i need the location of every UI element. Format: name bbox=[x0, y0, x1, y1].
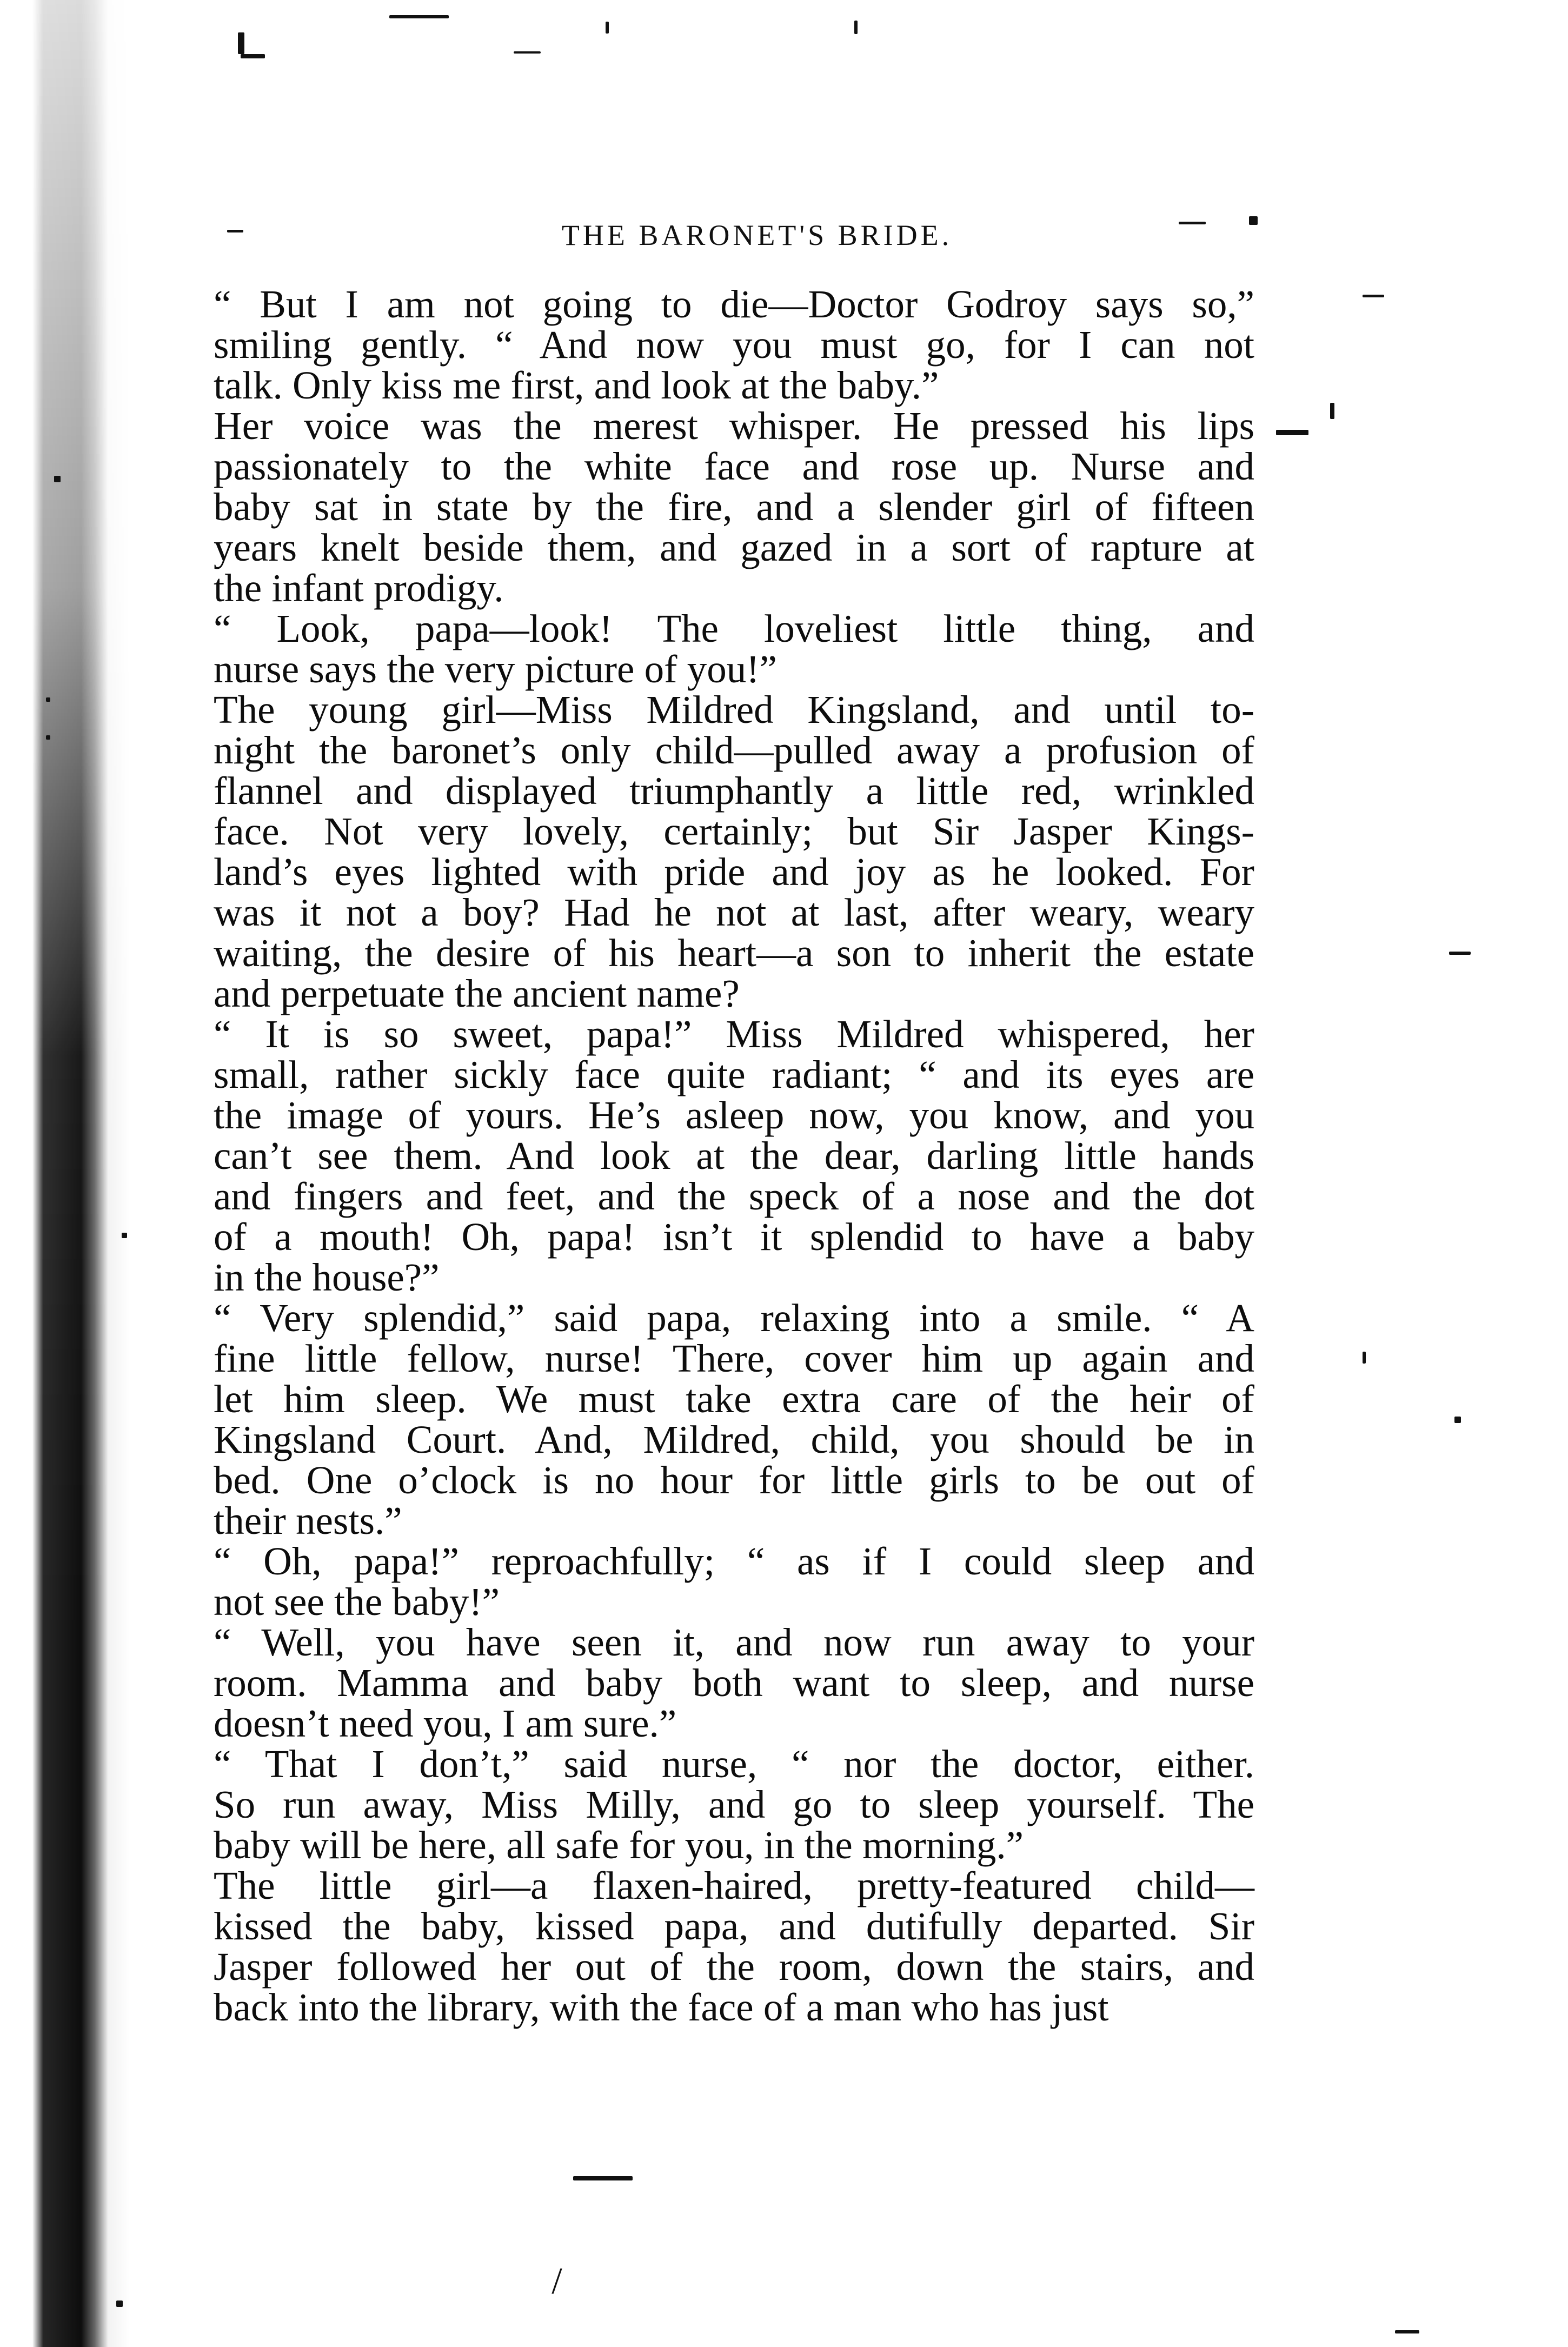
paragraph bbox=[214, 689, 1254, 1014]
text-line: of a mouth! Oh, papa! isn’t it splendid to have a baby bbox=[214, 1215, 1254, 1259]
text-line: room. Mamma and baby both want to sleep, and nurse bbox=[214, 1661, 1254, 1705]
text-line: night the baronet’s only child—pulled away a profusion of bbox=[214, 728, 1254, 772]
scan-speck bbox=[46, 697, 50, 702]
text-line: not see the baby!” bbox=[214, 1580, 500, 1624]
text-line: let him sleep. We must take extra care of the heir of bbox=[214, 1377, 1254, 1421]
scan-speck bbox=[606, 22, 609, 34]
text-line: “ Well, you have seen it, and now run away to your bbox=[214, 1620, 1254, 1664]
scan-speck bbox=[1395, 2330, 1419, 2333]
text-line: nurse says the very picture of you!” bbox=[214, 647, 777, 691]
text-line: and fingers and feet, and the speck of a nose and the dot bbox=[214, 1174, 1254, 1218]
text-line: “ Oh, papa!” reproachfully; “ as if I could sleep and bbox=[214, 1539, 1254, 1583]
text-line: years knelt beside them, and gazed in a sort of rapture at bbox=[214, 526, 1254, 569]
scan-speck bbox=[514, 51, 541, 54]
text-line: the infant prodigy. bbox=[214, 566, 504, 610]
paragraph bbox=[214, 284, 1254, 405]
text-line: Kingsland Court. And, Mildred, child, you should be in bbox=[214, 1418, 1254, 1461]
text-line: “ That I don’t,” said nurse, “ nor the doctor, either. bbox=[214, 1742, 1254, 1786]
scan-speck bbox=[1449, 952, 1471, 955]
folio-mark: / bbox=[552, 2260, 562, 2302]
scan-speck bbox=[46, 735, 50, 740]
text-line: land’s eyes lighted with pride and joy as he looked. For bbox=[214, 850, 1254, 894]
text-line: Her voice was the merest whisper. He pressed his lips bbox=[214, 404, 1254, 448]
page-header bbox=[216, 214, 1298, 273]
text-line: in the house?” bbox=[214, 1255, 440, 1299]
text-line: waiting, the desire of his heart—a son to inherit the estate bbox=[214, 931, 1254, 975]
running-title: THE BARONET'S BRIDE. bbox=[561, 219, 953, 251]
text-line: smiling gently. “ And now you must go, for I can not bbox=[214, 323, 1254, 367]
text-line: face. Not very lovely, certainly; but Sir Jasper Kings- bbox=[214, 809, 1254, 853]
text-line: passionately to the white face and rose up. Nurse and bbox=[214, 444, 1254, 488]
text-line: back into the library, with the face of a man who has just bbox=[214, 1985, 1109, 2029]
scan-speck bbox=[116, 2301, 123, 2307]
paragraph bbox=[214, 1865, 1254, 2027]
paragraph bbox=[214, 1622, 1254, 1744]
scan-speck bbox=[854, 21, 858, 34]
paragraph bbox=[214, 608, 1254, 689]
paragraph bbox=[214, 1541, 1254, 1622]
paragraph bbox=[214, 1014, 1254, 1298]
text-line: and perpetuate the ancient name? bbox=[214, 972, 740, 1015]
paragraph bbox=[214, 1744, 1254, 1865]
text-line: So run away, Miss Milly, and go to sleep yourself. The bbox=[214, 1783, 1254, 1826]
scan-speck bbox=[241, 54, 265, 58]
text-line: “ Very splendid,” said papa, relaxing into a smile. “ A bbox=[214, 1296, 1254, 1340]
scan-speck bbox=[573, 2176, 633, 2180]
text-line: kissed the baby, kissed papa, and dutifully departed. Sir bbox=[214, 1904, 1254, 1948]
text-line: small, rather sickly face quite radiant; “ and its eyes are bbox=[214, 1053, 1254, 1096]
body-text bbox=[214, 284, 1254, 2027]
text-line: “ Look, papa—look! The loveliest little thing, and bbox=[214, 607, 1254, 650]
scan-speck bbox=[238, 32, 244, 54]
text-line: “ It is so sweet, papa!” Miss Mildred whispered, her bbox=[214, 1012, 1254, 1056]
text-line: bed. One o’clock is no hour for little girls to be out of bbox=[214, 1458, 1254, 1502]
text-line: their nests.” bbox=[214, 1499, 402, 1542]
paragraph bbox=[214, 1298, 1254, 1541]
scan-speck bbox=[1363, 1352, 1366, 1364]
scan-speck bbox=[1454, 1417, 1461, 1423]
paragraph bbox=[214, 405, 1254, 608]
text-line: can’t see them. And look at the dear, darling little hands bbox=[214, 1134, 1254, 1178]
binding-shadow bbox=[0, 0, 130, 2347]
scan-speck bbox=[1363, 295, 1384, 297]
scan-speck bbox=[122, 1233, 127, 1238]
text-line: The little girl—a flaxen-haired, pretty-featured child— bbox=[214, 1864, 1254, 1907]
scan-speck bbox=[1330, 403, 1334, 419]
scan-speck bbox=[1276, 430, 1308, 435]
text-line: Jasper followed her out of the room, down the stairs, and bbox=[214, 1945, 1254, 1989]
text-line: flannel and displayed triumphantly a little red, wrinkled bbox=[214, 769, 1254, 813]
scan-speck bbox=[389, 15, 449, 18]
text-line: the image of yours. He’s asleep now, you know, and you bbox=[214, 1093, 1254, 1137]
text-line: was it not a boy? Had he not at last, after weary, weary bbox=[214, 890, 1254, 934]
text-line: baby will be here, all safe for you, in the morning.” bbox=[214, 1823, 1024, 1867]
text-line: The young girl—Miss Mildred Kingsland, and until to- bbox=[214, 688, 1254, 732]
text-line: baby sat in state by the fire, and a slender girl of fifteen bbox=[214, 485, 1254, 529]
text-line: doesn’t need you, I am sure.” bbox=[214, 1701, 677, 1745]
scan-speck bbox=[54, 476, 61, 482]
text-line: talk. Only kiss me first, and look at the baby.” bbox=[214, 363, 939, 407]
text-line: fine little fellow, nurse! There, cover him up again and bbox=[214, 1337, 1254, 1380]
text-line: “ But I am not going to die—Doctor Godroy says so,” bbox=[214, 282, 1254, 326]
